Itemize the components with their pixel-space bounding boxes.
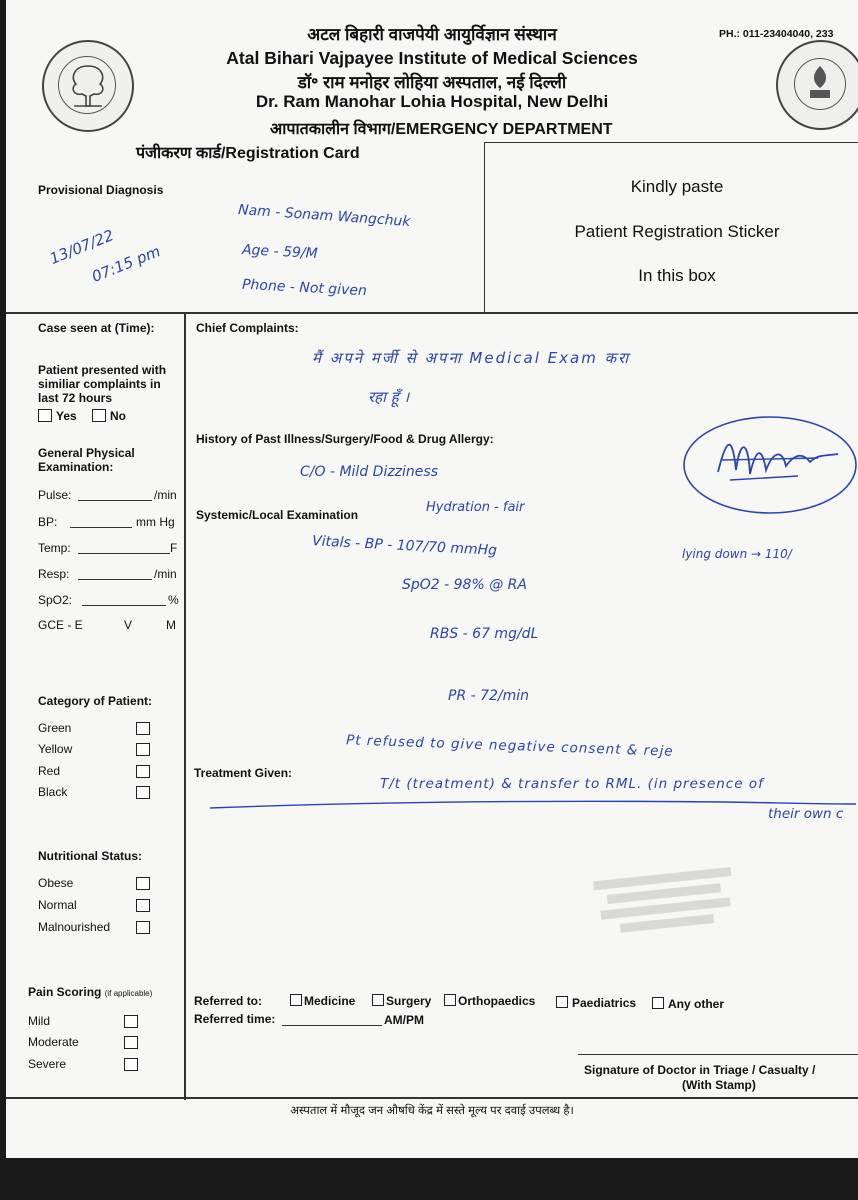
english-institute-name: Atal Bihari Vajpayee Institute of Medical Sciences [226, 48, 638, 68]
handwritten-lying-down: lying down → 110/ [682, 547, 792, 561]
am-pm-label: AM/PM [384, 1013, 424, 1027]
pain-scoring-title: Pain Scoring [28, 985, 102, 999]
black-label: Black [38, 785, 68, 799]
handwritten-treatment-3: their own c [768, 806, 844, 822]
yes-checkbox[interactable] [38, 409, 52, 422]
phone-number: PH.: 011-23404040, 233 [719, 28, 834, 40]
department-title: आपातकालीन विभाग/EMERGENCY DEPARTMENT [270, 121, 613, 138]
handwritten-patient-phone: Phone - Not given [241, 276, 368, 300]
temp-label: Temp: [38, 541, 71, 555]
spo2-field[interactable] [82, 605, 166, 606]
resp-unit: /min [154, 567, 177, 581]
handwritten-history: C/O - Mild Dizziness [300, 464, 438, 480]
referred-time-label: Referred time: [194, 1012, 276, 1026]
history-label: History of Past Illness/Surgery/Food & Drug Allergy: [196, 432, 494, 446]
yes-label: Yes [56, 409, 77, 423]
medicine-label: Medicine [304, 994, 356, 1008]
any-other-checkbox[interactable] [652, 997, 664, 1009]
paediatrics-label: Paediatrics [572, 996, 637, 1010]
resp-label: Resp: [38, 567, 70, 581]
surgery-checkbox[interactable] [372, 994, 384, 1006]
paediatrics-checkbox[interactable] [556, 996, 568, 1008]
red-label: Red [38, 764, 61, 778]
handwritten-patient-name: Nam - Sonam Wangchuk [237, 201, 411, 231]
pulse-label: Pulse: [38, 488, 72, 502]
gce-v-label: V [124, 618, 133, 632]
temp-unit: F [170, 541, 178, 555]
surgery-label: Surgery [386, 994, 432, 1008]
mild-checkbox[interactable] [124, 1015, 138, 1028]
red-checkbox[interactable] [136, 765, 150, 778]
bp-label: BP: [38, 515, 58, 529]
medicine-checkbox[interactable] [290, 994, 302, 1006]
malnourished-checkbox[interactable] [136, 921, 150, 934]
yellow-label: Yellow [38, 742, 73, 756]
handwritten-patient-age: Age - 59/M [241, 242, 319, 262]
patient-sticker-box [484, 142, 858, 314]
sticker-line-3: In this box [638, 266, 716, 285]
green-label: Green [38, 721, 72, 735]
green-checkbox[interactable] [136, 722, 150, 735]
handwritten-spo2: SpO2 - 98% @ RA [402, 577, 527, 593]
pulse-unit: /min [154, 488, 177, 502]
patient-presented-label: Patient presented with similiar complaints in last 72 hours [38, 363, 167, 405]
handwritten-underline [206, 796, 858, 816]
referred-time-field[interactable] [282, 1025, 382, 1026]
pain-scoring-label [28, 985, 152, 999]
handwritten-vitals-bp: Vitals - BP - 107/70 mmHg [311, 533, 498, 559]
gce-m-label: M [166, 618, 176, 632]
handwritten-pr: PR - 72/min [448, 688, 530, 704]
handwritten-treatment-1: Pt refused to give negative consent & reje [345, 732, 674, 760]
column-divider [184, 312, 186, 1100]
general-physical-label: General Physical Examination: [38, 446, 135, 474]
treatment-label: Treatment Given: [194, 766, 293, 780]
severe-checkbox[interactable] [124, 1058, 138, 1071]
footer-note: अस्पताल में मौजूद जन औषधि केंद्र में सस्ते मूल्य पर दवाई उपलब्ध है। [290, 1105, 574, 1117]
temp-field[interactable] [78, 553, 170, 554]
resp-field[interactable] [78, 579, 152, 580]
normal-checkbox[interactable] [136, 899, 150, 912]
no-checkbox[interactable] [92, 409, 106, 422]
moderate-checkbox[interactable] [124, 1036, 138, 1049]
bp-unit: mm Hg [136, 515, 175, 529]
orthopaedics-checkbox[interactable] [444, 994, 456, 1006]
pulse-field[interactable] [78, 500, 152, 501]
sticker-line-1: Kindly paste [630, 177, 724, 196]
referred-to-label: Referred to: [194, 994, 263, 1008]
no-label: No [110, 409, 126, 423]
signature-line [578, 1054, 858, 1055]
handwritten-hydration: Hydration - fair [426, 500, 525, 515]
signature-label-1: Signature of Doctor in Triage / Casualty / [584, 1063, 816, 1077]
handwritten-date: 13/07/22 [47, 226, 117, 268]
spo2-unit: % [168, 593, 179, 607]
doctor-signature-scribble [678, 410, 858, 520]
black-checkbox[interactable] [136, 786, 150, 799]
section-divider [6, 312, 858, 314]
mild-label: Mild [28, 1014, 51, 1028]
registration-card-page [6, 0, 858, 1158]
orthopaedics-label: Orthopaedics [458, 994, 536, 1008]
hindi-hospital-name: डॉ॰ राम मनोहर लोहिया अस्पताल, नई दिल्ली [297, 73, 567, 92]
signature-label-2: (With Stamp) [682, 1078, 756, 1092]
handwritten-treatment-2: T/t (treatment) & transfer to RML. (in presence of [380, 776, 764, 792]
obese-checkbox[interactable] [136, 877, 150, 890]
chief-complaints-label: Chief Complaints: [196, 321, 299, 335]
case-seen-at-label: Case seen at (Time): [38, 321, 155, 335]
hindi-institute-name: अटल बिहारी वाजपेयी आयुर्विज्ञान संस्थान [307, 25, 557, 44]
moderate-label: Moderate [28, 1035, 79, 1049]
handwritten-rbs: RBS - 67 mg/dL [430, 626, 539, 642]
normal-label: Normal [38, 898, 77, 912]
handwritten-complaint-1: मैं अपने मर्जी से अपना Medical Exam करा [312, 349, 631, 367]
card-title: पंजीकरण कार्ड/Registration Card [136, 145, 360, 162]
nutritional-label: Nutritional Status: [38, 849, 142, 863]
spo2-label: SpO2: [38, 593, 73, 607]
provisional-diagnosis-label: Provisional Diagnosis [38, 183, 164, 197]
any-other-label: Any other [668, 997, 725, 1011]
bp-field[interactable] [70, 527, 132, 528]
gce-e-label: GCE - E [38, 618, 83, 632]
severe-label: Severe [28, 1057, 67, 1071]
faded-stamp [589, 861, 742, 948]
systemic-label: Systemic/Local Examination [196, 508, 359, 522]
yellow-checkbox[interactable] [136, 743, 150, 756]
pain-applicable-note: (if applicable) [104, 989, 153, 998]
handwritten-time: 07:15 pm [89, 242, 163, 286]
handwritten-complaint-2: रहा हूँ । [368, 388, 410, 406]
malnourished-label: Malnourished [38, 920, 111, 934]
footer-divider [6, 1097, 858, 1099]
category-label: Category of Patient: [38, 694, 153, 708]
english-hospital-name: Dr. Ram Manohar Lohia Hospital, New Delhi [255, 92, 609, 111]
obese-label: Obese [38, 876, 74, 890]
sticker-line-2: Patient Registration Sticker [574, 222, 780, 241]
